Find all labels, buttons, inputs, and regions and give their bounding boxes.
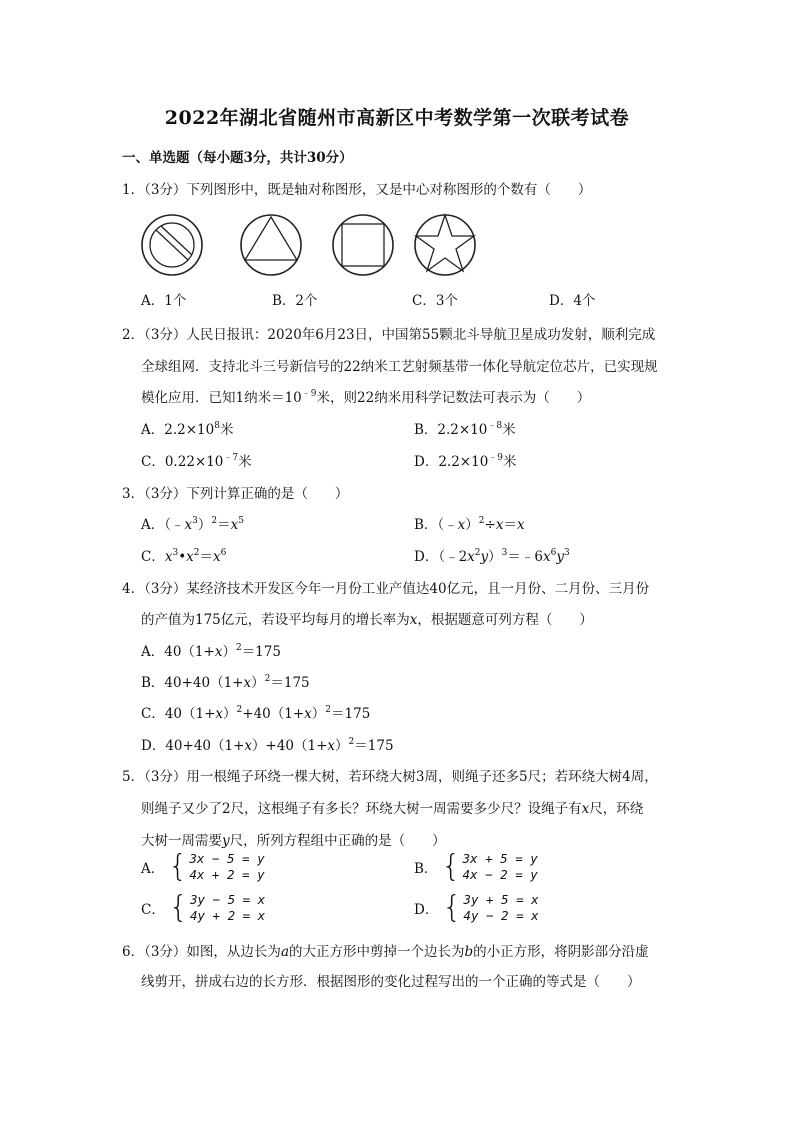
- q2-option-c: C．$0.22\times 10^{﹣7}$米: [141, 453, 252, 470]
- circle-with-triangle-icon: [238, 213, 304, 277]
- q2-line-2: 全球组网．支持北斗三号新信号的22纳米工艺射频基带一体化导航定位芯片，已实现规: [141, 359, 658, 375]
- q2-line-3: 模化应用．已知1纳米$=10^{﹣9}$米，则22纳米用科学记数法可表示为（ ）: [141, 389, 591, 406]
- q1-option-a: A．1个: [141, 293, 187, 309]
- q4-option-a: A．$40(1+x)^2=175$: [141, 643, 281, 660]
- q4-line-1: 4．（3分）某经济技术开发区今年一月份工业产值达40亿元，且一月份、二月份、三月份: [122, 581, 650, 597]
- q1-option-c: C．3个: [412, 293, 458, 309]
- q4-option-b: B．$40+40(1+x)^2=175$: [141, 674, 310, 691]
- q5-option-c: C． { 3y − 5 = x 4y + 2 = x: [141, 890, 266, 925]
- q1-option-d: D．4个: [549, 293, 596, 309]
- q2-option-b: B．$2.2\times 10^{﹣8}$米: [414, 421, 516, 438]
- q2-option-a: A．$2.2\times 10^8$米: [141, 421, 234, 438]
- q5-line-1: 5．（3分）用一根绳子环绕一棵大树，若环绕大树3周，则绳子还多5尺；若环绕大树4周，: [122, 769, 658, 785]
- circle-with-square-icon: [330, 213, 396, 277]
- circle-with-slash-icon: [139, 213, 205, 277]
- q4-line-2: 的产值为175亿元，若设平均每月的增长率为x，根据题意可列方程（ ）: [141, 612, 593, 628]
- circle-with-star-icon: [412, 213, 478, 277]
- q2-line-1: 2．（3分）人民日报讯：2020年6月23日，中国第55颗北斗导航卫星成功发射，顺利完成: [122, 327, 656, 343]
- q3-option-b: B．（﹣x）$^2$÷x＝x: [414, 516, 525, 533]
- q3-option-a: A．$(﹣x^3)^2=x^5$: [141, 516, 244, 533]
- q1-stem: 1．（3分）下列图形中，既是轴对称图形，又是中心对称图形的个数有（ ）: [122, 182, 592, 198]
- q6-line-2: 线剪开，拼成右边的长方形．根据图形的变化过程写出的一个正确的等式是（ ）: [141, 974, 641, 990]
- q1-option-b: B．2个: [272, 293, 318, 309]
- q3-option-c: C．$x^3•x^2=x^6$: [141, 548, 227, 565]
- page-title: 2022年湖北省随州市高新区中考数学第一次联考试卷: [164, 107, 630, 129]
- q2-option-d: D．$2.2\times 10^{﹣9}$米: [414, 453, 517, 470]
- q5-option-b: B． { 3x + 5 = y 4x − 2 = y: [414, 849, 538, 884]
- q4-option-c: C．$40(1+x)^2+40(1+x)^2=175$: [141, 705, 371, 722]
- q4-option-d: D．$40+40(1+x)+40(1+x)^2=175$: [141, 737, 394, 754]
- q5-option-d: D． { 3y + 5 = x 4y − 2 = x: [414, 890, 539, 925]
- q5-option-a: A． { 3x − 5 = y 4x + 2 = y: [141, 849, 265, 884]
- q5-line-2: 则绳子又少了2尺，这根绳子有多长？环绕大树一周需要多少尺？设绳子有x尺，环绕: [141, 801, 644, 817]
- q3-stem: 3．（3分）下列计算正确的是（ ）: [122, 486, 349, 502]
- q6-line-1: 6．（3分）如图，从边长为a的大正方形中剪掉一个边长为b的小正方形，将阴影部分沿虚: [122, 944, 649, 960]
- q5-line-3: 大树一周需要y尺，所列方程组中正确的是（ ）: [141, 833, 446, 849]
- q3-option-d: D．$(﹣2x^2y)^3=﹣6x^6y^3$: [414, 548, 570, 565]
- section-heading: 一、单选题（每小题3分，共计30分）: [122, 150, 353, 166]
